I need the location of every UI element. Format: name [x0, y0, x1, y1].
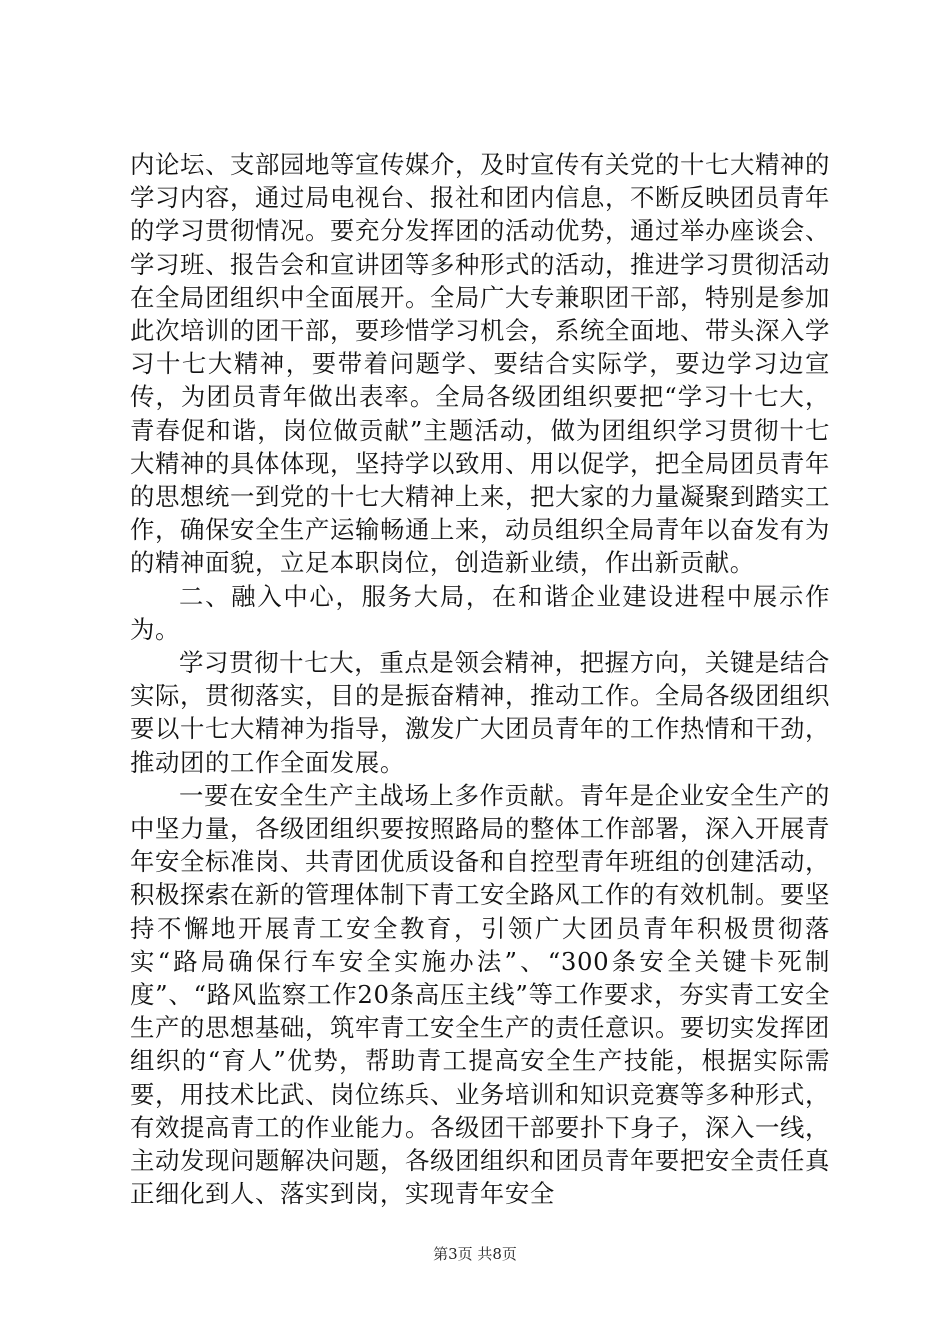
paragraph-continuation: 内论坛、支部园地等宣传媒介，及时宣传有关党的十七大精神的学习内容，通过局电视台、报社和团内信息，不断反映团员青年的学习贯彻情况。要充分发挥团的活动优势，通过举办座谈会、学习班、报告会和宣讲团等多种形式的活动，推进学习贯彻活动在全局团组织中全面展开。全局广大专兼职团干部，特别是参加此次培训的团干部，要珍惜学习机会，系统全面地、带头深入学习十七大精神，要带着问题学、要结合实际学，要边学习边宣传，为团员青年做出表率。全局各级团组织要把“学习十七大，青春促和谐，岗位做贡献”主题活动，做为团组织学习贯彻十七大精神的具体体现，坚持学以致用、用以促学，把全局团员青年的思想统一到党的十七大精神上来，把大家的力量凝聚到踏实工作，确保安全生产运输畅通上来，动员组织全局青年以奋发有为的精神面貌，立足本职岗位，创造新业绩，作出新贡献。: [130, 150, 830, 578]
paragraph-intro: 学习贯彻十七大，重点是领会精神，把握方向，关键是结合实际，贯彻落实，目的是振奋精神，推动工作。全局各级团组织要以十七大精神为指导，激发广大团员青年的工作热情和干劲，推动团的工作全面发展。: [130, 648, 830, 777]
document-body: [130, 148, 830, 1211]
page-footer: 第3页 共8页: [433, 1245, 517, 1263]
paragraph-safety: 一要在安全生产主战场上多作贡献。青年是企业安全生产的中坚力量，各级团组织要按照路局的整体工作部署，深入开展青年安全标准岗、共青团优质设备和自控型青年班组的创建活动，积极探索在新的管理体制下青工安全路风工作的有效机制。要坚持不懈地开展青工安全教育，引领广大团员青年积极贯彻落实“路局确保行车安全实施办法”、“300条安全关键卡死制度”、“路风监察工作20条高压主线”等工作要求，夯实青工安全生产的思想基础，筑牢青工安全生产的责任意识。要切实发挥团组织的“育人”优势，帮助青工提高安全生产技能，根据实际需要，用技术比武、岗位练兵、业务培训和知识竞赛等多种形式，有效提高青工的作业能力。各级团干部要扑下身子，深入一线，主动发现问题解决问题，各级团组织和团员青年要把安全责任真正细化到人、落实到岗，实现青年安全: [130, 780, 830, 1209]
section-heading: 二、融入中心，服务大局，在和谐企业建设进程中展示作为。: [130, 581, 830, 644]
